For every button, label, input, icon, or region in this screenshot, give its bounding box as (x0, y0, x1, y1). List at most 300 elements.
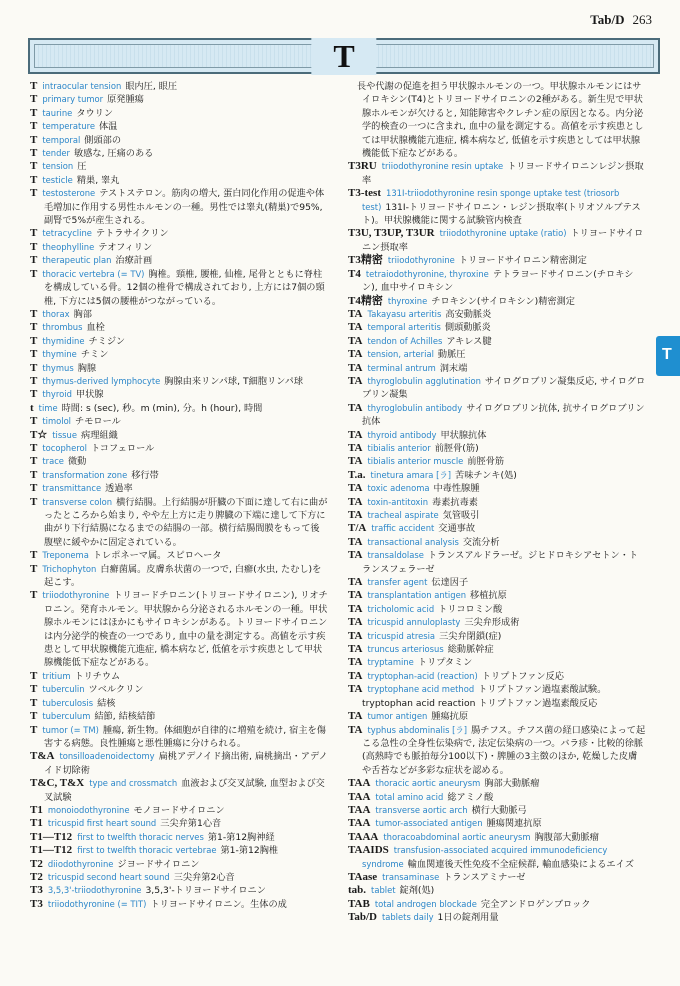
dictionary-entry (30, 335, 328, 348)
entry-english: transplantation antigen (367, 590, 467, 601)
entry-japanese: 扁桃アデノイド摘出術, 扁桃摘出・アデノイド切除術 (44, 751, 328, 776)
entry-japanese: 横行大動脈弓 (471, 804, 527, 816)
dictionary-entry (30, 160, 328, 173)
dictionary-entry (348, 375, 646, 402)
entry-term: T (30, 562, 38, 575)
entry-english: transaminase (382, 871, 440, 882)
dictionary-entry (348, 295, 646, 308)
entry-english: temperature (42, 121, 95, 132)
entry-japanese: 腫瘍抗原 (431, 711, 469, 723)
entry-term: TA (348, 482, 363, 495)
dictionary-entry (348, 616, 646, 629)
entry-japanese: 血栓 (86, 322, 105, 334)
entry-term: T3精密 (348, 254, 383, 267)
entry-term: TAB (348, 897, 370, 910)
entry-japanese: 腫瘍, 新生物。体細胞が自律的に増殖を続け, 宿主を傷害する病態。良性腫瘍と悪性腫瘍に分けられる。 (44, 724, 326, 749)
entry-japanese: アキレス腱 (446, 335, 492, 347)
entry-japanese: トリヨードチロニン(トリヨードサイロニン), リオチロニン。発育ホルモン。甲状腺から分泌されるホルモンの一種。甲状腺ホルモンにはほかにもサイロキシンがある。トリヨードサイロニンは内分泌学的検査の一つであり, 血中の量を測定する。高値を示す疾患として甲状腺機能亢進症, 橋本病など, 低値を示す疾患として甲状腺機能低下症などがある。 (44, 590, 328, 669)
entry-english: tonsilloadenoidectomy (59, 751, 155, 762)
entry-english: first to twelfth thoracic nerves (77, 831, 204, 842)
dictionary-entry (30, 415, 328, 428)
entry-english: thyroid antibody (367, 429, 437, 440)
dictionary-entry (348, 254, 646, 267)
entry-english: thyroxine (387, 295, 428, 306)
entry-term: TA (348, 509, 363, 521)
dictionary-entry (30, 442, 328, 455)
entry-term: T (30, 133, 38, 146)
dictionary-entry (30, 777, 328, 804)
entry-term: Tab/D (348, 911, 377, 924)
entry-english: tablets daily (381, 912, 434, 923)
entry-term: T2 (30, 870, 43, 883)
entry-english: typhus abdominalis [ラ] (367, 724, 468, 735)
entry-term: TAA (348, 817, 371, 830)
entry-english: tryptamine (367, 657, 414, 668)
entry-term: TA (348, 361, 363, 374)
entry-japanese: トリヨードサイロニン。生体の成 (150, 898, 287, 910)
entry-english: tuberculum (42, 711, 91, 722)
entry-japanese: 三尖弁形成術 (464, 617, 520, 629)
entry-japanese: 結核 (97, 697, 116, 709)
dictionary-entry (348, 884, 646, 897)
entry-term: TA (348, 710, 363, 723)
entry-term: TA (348, 576, 363, 589)
entry-english: tracheal aspirate (367, 510, 439, 520)
thumb-index-label: T (662, 346, 672, 363)
entry-english: transmittance (42, 483, 102, 494)
dictionary-entry (30, 710, 328, 723)
entry-english: tumor-associated antigen (375, 818, 483, 829)
dictionary-entry (348, 549, 646, 576)
entry-term: T (30, 495, 38, 508)
dictionary-entry (348, 898, 646, 911)
entry-term: TAA (348, 803, 371, 816)
entry-japanese: テトラヨードサイロニン(チロキシン), 血中サイロキシン (362, 268, 634, 294)
dictionary-entry (30, 469, 328, 482)
entry-english: total androgen blockade (374, 898, 477, 909)
entry-term: TA (348, 321, 363, 334)
entry-term: T2 (30, 857, 43, 870)
entry-term: TAA (348, 777, 371, 790)
entry-term: TA (348, 683, 363, 696)
entry-english: 131I-triiodothyronine resin sponge uptake test (triosorb test) (362, 188, 620, 212)
entry-term: TA (348, 441, 363, 454)
entry-english: Treponema (42, 550, 89, 561)
entry-japanese: 気管吸引 (442, 510, 480, 521)
entry-term: TAase (348, 870, 378, 883)
dictionary-entry (348, 348, 646, 361)
entry-english: tablet (371, 885, 396, 896)
entry-japanese: 総アミノ酸 (447, 791, 494, 803)
dictionary-entry (348, 321, 646, 334)
dictionary-entry (348, 187, 646, 227)
left-column (30, 80, 328, 911)
dictionary-entry (30, 844, 328, 857)
entry-japanese: 第1-第12胸神経 (207, 831, 275, 843)
entry-japanese: 胸腺 (77, 362, 97, 374)
dictionary-entry (348, 576, 646, 589)
dictionary-entry (30, 174, 328, 187)
dictionary-entry (30, 134, 328, 147)
entry-japanese: 腫瘍関連抗原 (486, 818, 542, 830)
dictionary-entry (30, 107, 328, 120)
entry-term: T (30, 80, 38, 92)
entry-japanese: トリプトファン過塩素酸試験。tryptophan acid reaction トリプトファン過塩素酸反応 (362, 684, 607, 709)
entry-english: tricuspid first heart sound (47, 818, 157, 829)
entry-term: T (30, 374, 38, 387)
entry-term: T3 (30, 884, 43, 897)
dictionary-entry (348, 683, 646, 710)
entry-japanese: チミジン (88, 335, 126, 347)
entry-term: TAAIDS (348, 844, 389, 857)
entry-english: thorax (42, 308, 70, 319)
entry-japanese: 前脛骨筋 (467, 456, 505, 468)
entry-term: TA (348, 348, 363, 361)
entry-japanese: 胸部大動脈瘤 (484, 778, 540, 790)
entry-term: T (30, 710, 38, 723)
entry-japanese: モノヨードサイロニン (133, 804, 225, 816)
entry-term: TAA (348, 790, 371, 803)
entry-english: time (38, 402, 58, 413)
entry-japanese: 中毒性腺腫 (433, 483, 480, 495)
entry-japanese: 131I-トリヨードサイロニン・レジン摂取率(トリオソルブテスト)。甲状腺機能に関する試験管内検査 (362, 201, 641, 227)
entry-english: thoracoabdominal aortic aneurysm (383, 831, 531, 842)
entry-japanese: 伝達因子 (431, 577, 469, 589)
entry-english: thyroid (42, 389, 72, 400)
entry-japanese: 三尖弁閉鎖(症) (439, 630, 502, 642)
dictionary-entry (30, 93, 328, 106)
dictionary-entry (348, 80, 646, 160)
dictionary-entry (348, 522, 646, 535)
dictionary-entry (348, 455, 646, 468)
dictionary-entry (348, 831, 646, 844)
entry-japanese: 第1-第12胸椎 (220, 845, 279, 857)
right-column (348, 80, 646, 925)
dictionary-entry (348, 496, 646, 509)
entry-term: TA (348, 374, 363, 387)
entry-term: T (30, 147, 38, 160)
dictionary-entry (30, 321, 328, 334)
entry-term: TA (348, 656, 363, 669)
entry-english: tibialis anterior muscle (367, 456, 464, 467)
entry-english: temporal (42, 134, 81, 145)
entry-english: tibialis anterior (367, 442, 431, 453)
entry-term: T1 (30, 803, 43, 816)
dictionary-entry (348, 871, 646, 884)
dictionary-entry (30, 187, 328, 227)
entry-term: T (30, 267, 38, 280)
entry-japanese: 三尖弁第2心音 (173, 871, 235, 883)
dictionary-entry (30, 429, 328, 442)
entry-english: tryptophane acid method (367, 684, 475, 695)
dictionary-entry (348, 482, 646, 495)
entry-term: t (30, 401, 34, 414)
section-letter: T (311, 38, 376, 75)
dictionary-entry (30, 563, 328, 590)
entry-term: T (30, 93, 38, 106)
entry-japanese: 胸腺由来リンパ球, T細胞リンパ球 (164, 375, 304, 387)
entry-term: TA (348, 669, 363, 682)
entry-english: transformation zone (42, 469, 128, 480)
dictionary-entry (348, 442, 646, 455)
entry-english: tricuspid second heart sound (47, 871, 170, 882)
entry-term: T3U, T3UP, T3UR (348, 227, 435, 240)
dictionary-entry (30, 670, 328, 683)
entry-term: T (30, 173, 38, 186)
dictionary-entry (348, 643, 646, 656)
dictionary-entry (348, 536, 646, 549)
entry-japanese: 血液および交叉試験, 血型および交叉試験 (44, 778, 325, 803)
entry-term: TA (348, 307, 363, 320)
entry-english: testicle (42, 174, 73, 185)
entry-term: TA (348, 401, 363, 414)
entry-japanese: ジヨードサイロニン (117, 858, 200, 870)
entry-english: primary tumor (42, 94, 104, 105)
entry-japanese: トリヨードサイロニン精密測定 (458, 255, 587, 267)
entry-english: transactional analysis (367, 536, 459, 547)
dictionary-entry (348, 603, 646, 616)
dictionary-entry (30, 817, 328, 830)
entry-japanese: 側頭動脈炎 (444, 322, 491, 334)
dictionary-entry (348, 335, 646, 348)
dictionary-entry (348, 268, 646, 295)
entry-term: T1 (30, 817, 43, 830)
entry-japanese: 結節, 結核結節 (94, 711, 156, 723)
dictionary-entry (30, 871, 328, 884)
page-number: 263 (632, 12, 652, 27)
entry-english: terminal antrum (367, 362, 436, 373)
dictionary-entry (30, 362, 328, 375)
entry-japanese: トランスアルドラーゼ。ジヒドロキシアセトン・トランスフェラーゼ (362, 550, 639, 575)
entry-english: triiodothyronine (42, 590, 110, 601)
entry-term: TA (348, 455, 363, 468)
entry-english: 3,5,3'-triiodothyronine (47, 885, 142, 896)
entry-term: T (30, 549, 38, 562)
dictionary-entry (348, 777, 646, 790)
entry-english: thymidine (42, 335, 85, 346)
entry-japanese: テトラサイクリン (95, 228, 169, 240)
dictionary-entry (348, 469, 646, 482)
entry-term: T3-test (348, 187, 381, 200)
entry-english: thymine (42, 349, 77, 360)
entry-japanese: 苦味チンキ(処) (455, 469, 517, 481)
entry-term: T (30, 348, 38, 361)
dictionary-entry (348, 402, 646, 429)
dictionary-entry (30, 898, 328, 911)
entry-term: T (30, 254, 38, 267)
entry-english: thyroglobulin agglutination (367, 375, 481, 386)
entry-term: TAAA (348, 830, 379, 843)
entry-english: trace (42, 456, 64, 467)
dictionary-entry (30, 80, 328, 93)
entry-japanese: トランスアミナーゼ (443, 871, 526, 883)
dictionary-entry (30, 549, 328, 562)
entry-english: theophylline (42, 241, 95, 252)
entry-term: T (30, 227, 38, 240)
dictionary-entry (348, 911, 646, 924)
entry-english: tumor antigen (367, 711, 428, 722)
entry-english: tender (42, 148, 71, 159)
dictionary-entry (30, 254, 328, 267)
entry-english: timolol (42, 416, 72, 427)
dictionary-entry (348, 589, 646, 602)
dictionary-entry (30, 308, 328, 321)
entry-term: T (30, 723, 38, 736)
entry-term: T (30, 696, 38, 709)
entry-japanese: 胸椎。頸椎, 腰椎, 仙椎, 尾骨とともに脊柱を構成している骨。12個の椎骨で構成されており, 上方には7個の頸椎, 下方には5個の腰椎がつながっている。 (44, 268, 325, 307)
dictionary-entry (30, 884, 328, 897)
entry-english: first to twelfth thoracic vertebrae (77, 845, 217, 856)
entry-japanese: チミン (80, 349, 109, 361)
entry-japanese: 体温 (99, 121, 118, 133)
dictionary-entry (30, 683, 328, 696)
dictionary-entry (348, 656, 646, 669)
entry-japanese: トリコロミン酸 (438, 603, 503, 615)
entry-term: TA (348, 334, 363, 347)
entry-term: T (30, 388, 38, 401)
entry-japanese: テストステロン。筋肉の増大, 蛋白同化作用の促進や体毛増加に作用する男性ホルモンの一種。男性では睾丸(精巣)で95%, 副腎で5%が産生される。 (44, 188, 325, 227)
entry-english: tinetura amara [ラ] (370, 469, 452, 480)
dictionary-entry (348, 710, 646, 723)
entry-english: thrombus (42, 322, 83, 333)
entry-term: TA (348, 602, 363, 615)
dictionary-entry (348, 308, 646, 321)
entry-term: T (30, 106, 38, 119)
entry-english: thyroglobulin antibody (367, 402, 463, 413)
entry-japanese: 3,5,3'-トリヨードサイロニン (145, 885, 266, 897)
entry-japanese: 病理組織 (81, 429, 118, 441)
entry-english: tension, arterial (367, 349, 434, 360)
entry-japanese: 交通事故 (438, 523, 476, 535)
entry-japanese: トリヨードサイロニン摂取率 (362, 228, 644, 253)
page-header (590, 12, 652, 28)
entry-japanese: 洞末端 (439, 362, 468, 374)
entry-english: Takayasu arteritis (367, 308, 442, 319)
entry-japanese: 胸部 (73, 308, 92, 320)
entry-term: T (30, 589, 38, 602)
entry-japanese: 圧 (77, 161, 87, 173)
entry-term: T1—T12 (30, 844, 73, 857)
entry-english: thymus (42, 362, 74, 373)
entry-english: Trichophyton (42, 563, 97, 574)
entry-english: tuberculosis (42, 697, 94, 708)
entry-term: T (30, 669, 38, 682)
entry-english: tendon of Achilles (367, 335, 443, 346)
dictionary-entry (30, 268, 328, 308)
entry-japanese: サイログロブリン抗体, 抗サイログロブリン抗体 (362, 402, 645, 428)
entry-term: T☆ (30, 428, 48, 441)
entry-term: TA (348, 495, 363, 508)
entry-japanese: タウリン (76, 107, 114, 119)
entry-japanese: トレポネーマ属。スピロヘータ (92, 550, 222, 562)
entry-english: tocopherol (42, 442, 87, 453)
entry-english: tricuspid atresia (367, 630, 436, 641)
entry-term: T3 (30, 897, 43, 910)
entry-english: tissue (52, 429, 78, 440)
entry-japanese: 時間: s (sec), 秒。m (min), 分。h (hour), 時間 (61, 402, 263, 414)
dictionary-entry (30, 375, 328, 388)
entry-japanese: トリプタミン (417, 657, 473, 669)
dictionary-entry (30, 697, 328, 710)
entry-japanese: 高安動脈炎 (445, 308, 492, 320)
entry-term: T (30, 321, 38, 334)
entry-japanese: トリヨードサイロニンレジン摂取率 (362, 161, 644, 186)
dictionary-entry (348, 844, 646, 871)
entry-english: transfer agent (367, 577, 428, 588)
entry-english: tension (42, 161, 74, 172)
entry-term: T (30, 455, 38, 468)
entry-english: tritium (42, 670, 71, 681)
dictionary-entry (348, 670, 646, 683)
entry-term: TA (348, 549, 363, 562)
entry-japanese: チロキシン(サイロキシン)精密測定 (431, 295, 575, 307)
entry-japanese: 精巣, 睾丸 (76, 174, 120, 186)
entry-english: toxin-antitoxin (367, 496, 429, 507)
entry-english: monoiodothyronine (47, 804, 130, 815)
entry-japanese: サイログロブリン凝集反応, サイログロブリン凝集 (362, 375, 646, 401)
entry-term: T (30, 441, 38, 454)
dictionary-entry (348, 429, 646, 442)
dictionary-entry (30, 724, 328, 751)
entry-japanese: 微動 (67, 456, 87, 468)
dictionary-entry (30, 482, 328, 495)
thumb-index-tab[interactable] (656, 336, 680, 376)
entry-japanese: 毒素抗毒素 (432, 496, 478, 508)
entry-english: testosterone (42, 188, 96, 199)
entry-english: thoracic aortic aneurysm (375, 778, 481, 789)
entry-english: tuberculin (42, 684, 85, 695)
entry-japanese: 腸チフス。チフス菌の経口感染によって起こる急性の全身性伝染病で, 法定伝染病の一つ。バラ疹・比較的徐脈(高熱時でも脈拍毎分100以下)・脾腫の3主徴のほか, 乾燥した皮膚や舌苔などが多彩な症状を認める。 (362, 724, 646, 776)
entry-english: tricholomic acid (367, 603, 435, 614)
entry-term: T3RU (348, 160, 377, 173)
entry-term: T.a. (348, 468, 366, 481)
dictionary-entry (30, 750, 328, 777)
entry-english: intraocular tension (42, 81, 122, 91)
entry-japanese: 総動脈幹症 (447, 644, 494, 656)
entry-english: traffic accident (371, 523, 435, 534)
entry-english: temporal arteritis (367, 322, 441, 333)
entry-japanese: 胸腹部大動脈瘤 (534, 831, 599, 843)
entry-japanese: 前脛骨(筋) (434, 442, 479, 454)
entry-term: T/A (348, 522, 367, 535)
entry-english: type and crossmatch (89, 778, 178, 789)
entry-japanese: 側頭部の (84, 134, 122, 146)
entry-japanese: 眼内圧, 眼圧 (125, 81, 178, 92)
entry-japanese: 甲状腺 (75, 389, 104, 401)
entry-english: tumor (= TM) (42, 724, 99, 735)
entry-english: tetracycline (42, 228, 92, 239)
entry-japanese: 輸血関連後天性免疫不全症候群, 輸血感染によるエイズ (407, 858, 634, 870)
dictionary-entry (348, 160, 646, 187)
dictionary-entry (30, 227, 328, 240)
dictionary-entry (348, 817, 646, 830)
dictionary-entry (30, 348, 328, 361)
entry-term: TA (348, 643, 363, 656)
dictionary-entry (30, 147, 328, 160)
entry-japanese: 動脈圧 (437, 349, 466, 361)
entry-term: T&A (30, 750, 55, 763)
entry-term: TA (348, 723, 363, 736)
dictionary-entry (348, 509, 646, 522)
entry-english: transaldolase (367, 550, 424, 561)
entry-term: T1—T12 (30, 830, 73, 843)
entry-term: T (30, 120, 38, 133)
dictionary-entry (30, 589, 328, 669)
entry-japanese: 横行結腸。上行結腸が肝臓の下面に達して右に曲がったところから始まり, やや左上方に走り脾臓の下端に達して下方に曲がり下行結腸になるまでの結腸の一部。横行結腸間膜をもって後腹壁に緩やかに固定されている。 (44, 496, 328, 548)
entry-japanese: トコフェロール (90, 442, 155, 454)
entry-english: taurine (42, 107, 73, 118)
entry-japanese: 白癬菌属。皮膚糸状菌の一つで, 白癬(水虫, たむし)を起こす。 (44, 563, 322, 589)
